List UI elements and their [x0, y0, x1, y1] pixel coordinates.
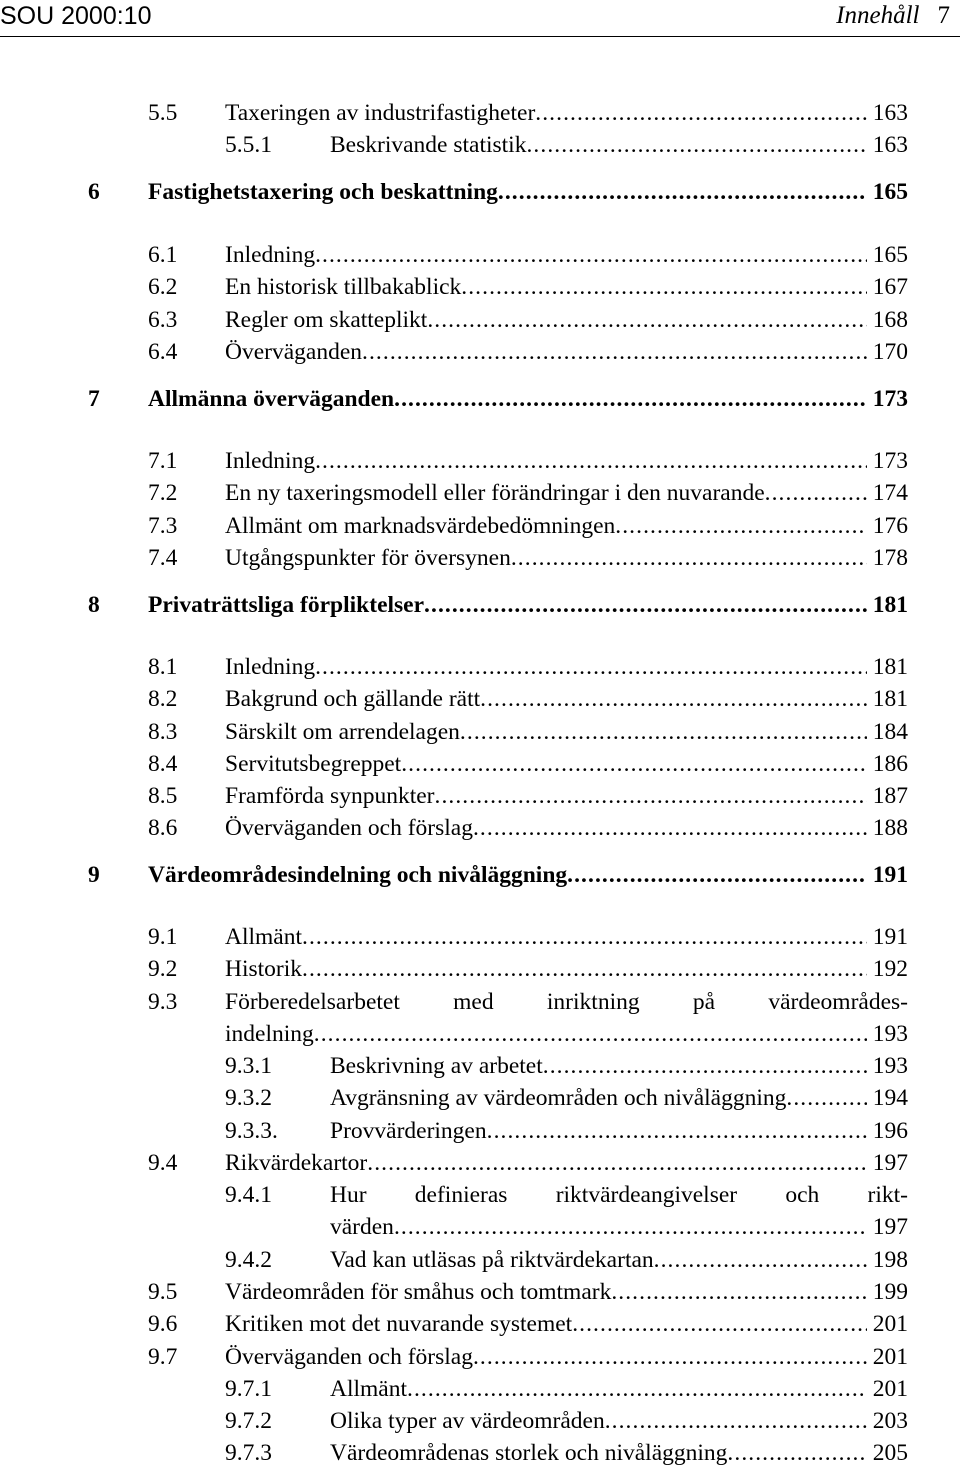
toc-entry-title: Regler om skatteplikt — [225, 307, 428, 333]
toc-entry-number: 9.7 — [148, 1344, 178, 1370]
toc-entry-title: Servitutsbegreppet — [225, 751, 402, 777]
toc-entry-title: Provvärderingen — [330, 1118, 487, 1144]
running-header-right — [836, 1, 950, 31]
dot-leader — [461, 272, 866, 302]
toc-entry-title: Inledning — [225, 448, 316, 474]
toc-entry-page: 165 — [872, 179, 908, 205]
toc-entry-number: 7.4 — [148, 545, 178, 571]
toc-entry-title: Olika typer av värdeområden — [330, 1408, 605, 1434]
toc-entry-page: 170 — [872, 339, 908, 365]
dot-leader — [535, 98, 866, 128]
toc-entry-page: 181 — [872, 592, 908, 618]
dot-leader — [786, 1083, 866, 1113]
toc-entry-title: Allmänt om marknadsvärdebedömningen — [225, 513, 616, 539]
toc-entry-title: Inledning — [225, 654, 316, 680]
toc-entry-number: 7.3 — [148, 513, 178, 539]
toc-entry-page: 199 — [872, 1279, 908, 1305]
toc-entry-title-word: värdeområdes- — [768, 989, 908, 1015]
toc-entry-title-word: inriktning — [546, 989, 640, 1015]
toc-entry-number: 5.5.1 — [225, 132, 272, 158]
dot-leader — [315, 240, 867, 270]
toc-entry-title-word: riktvärdeangivelser — [555, 1182, 738, 1208]
toc-entry-number: 6.3 — [148, 307, 178, 333]
toc-entry-number: 9.4.2 — [225, 1247, 272, 1273]
toc-entry-number: 9.4.1 — [225, 1182, 272, 1208]
toc-entry-number: 9.3.3. — [225, 1118, 278, 1144]
toc-entry-title: Privaträttsliga förpliktelser — [148, 592, 425, 618]
toc-entry-title: Beskrivning av arbetet — [330, 1053, 543, 1079]
toc-entry-title: Överväganden och förslag — [225, 1344, 473, 1370]
dot-leader — [424, 590, 867, 620]
toc-entry-title: Taxeringen av industrifastigheter — [225, 100, 536, 126]
toc-entry-title: Avgränsning av värdeområden och nivåläggning — [330, 1085, 787, 1111]
toc-entry-page: 201 — [872, 1344, 908, 1370]
toc-entry-title: Överväganden och förslag — [225, 815, 473, 841]
toc-entry-number: 9.7.3 — [225, 1440, 272, 1466]
dot-leader — [362, 337, 867, 367]
toc-entry-title: Rikvärdekartor — [225, 1150, 368, 1176]
toc-entry-page: 196 — [872, 1118, 908, 1144]
dot-leader — [427, 305, 866, 335]
dot-leader — [765, 478, 867, 508]
toc-entry-title-word: med — [453, 989, 494, 1015]
toc-entry-page: 163 — [872, 100, 908, 126]
dot-leader — [473, 1342, 867, 1372]
toc-entry-page: 194 — [872, 1085, 908, 1111]
dot-leader — [460, 717, 867, 747]
toc-entry-number: 9.3 — [148, 989, 178, 1015]
running-header-left: SOU 2000:10 — [0, 2, 152, 30]
toc-entry-title: Inledning — [225, 242, 316, 268]
toc-entry-title-word: rikt- — [867, 1182, 908, 1208]
dot-leader — [511, 543, 867, 573]
toc-entry-number: 9.7.1 — [225, 1376, 272, 1402]
dot-leader — [654, 1245, 867, 1275]
toc-entry-number: 9.4 — [148, 1150, 178, 1176]
dot-leader — [394, 1212, 867, 1242]
toc-entry-page: 201 — [872, 1311, 908, 1337]
toc-entry-title: Bakgrund och gällande rätt — [225, 686, 481, 712]
toc-entry-number: 9.5 — [148, 1279, 178, 1305]
toc-entry-page: 203 — [872, 1408, 908, 1434]
toc-entry-page: 192 — [872, 956, 908, 982]
toc-entry-title — [330, 1180, 908, 1210]
toc-entry-page: 198 — [872, 1247, 908, 1273]
toc-entry-title: Värdeområden för småhus och tomtmark — [225, 1279, 612, 1305]
toc-entry-title: Allmänt — [330, 1376, 408, 1402]
toc-entry-title: Fastighetstaxering och beskattning — [148, 179, 498, 205]
toc-entry-number: 8.3 — [148, 719, 178, 745]
dot-leader — [480, 684, 867, 714]
toc-entry-title: Vad kan utläsas på riktvärdekartan — [330, 1247, 654, 1273]
toc-entry-title: Historik — [225, 956, 303, 982]
dot-leader — [605, 1406, 867, 1436]
toc-entry-title: Allmänna överväganden — [148, 386, 395, 412]
toc-entry-page: 191 — [872, 924, 908, 950]
toc-entry-page: 193 — [872, 1021, 908, 1047]
dot-leader — [487, 1116, 867, 1146]
dot-leader — [401, 749, 867, 779]
toc-entry-number: 6.2 — [148, 274, 178, 300]
toc-entry-number: 7 — [88, 386, 100, 412]
toc-entry-page: 201 — [872, 1376, 908, 1402]
dot-leader — [615, 511, 866, 541]
dot-leader — [407, 1374, 867, 1404]
toc-entry-title-word: Hur — [330, 1182, 367, 1208]
toc-entry-number: 8 — [88, 592, 100, 618]
dot-leader — [473, 813, 867, 843]
dot-leader — [314, 1019, 867, 1049]
toc-entry-number: 8.6 — [148, 815, 178, 841]
toc-entry-title: Kritiken mot det nuvarande systemet — [225, 1311, 573, 1337]
toc-entry-title-word: på — [692, 989, 716, 1015]
toc-entry-title: Framförda synpunkter — [225, 783, 435, 809]
toc-entry-title: Värdeområdesindelning och nivåläggning — [148, 862, 568, 888]
toc-entry-page: 174 — [872, 480, 908, 506]
toc-entry-page: 187 — [872, 783, 908, 809]
toc-entry-number: 6.1 — [148, 242, 178, 268]
dot-leader — [526, 130, 866, 160]
toc-entry-title-word: och — [785, 1182, 820, 1208]
toc-entry-page: 178 — [872, 545, 908, 571]
toc-entry-number: 9.3.1 — [225, 1053, 272, 1079]
toc-entry-page: 188 — [872, 815, 908, 841]
toc-entry-number: 6.4 — [148, 339, 178, 365]
header-rule — [0, 36, 960, 37]
toc-entry-title: Värdeområdenas storlek och nivåläggning — [330, 1440, 728, 1466]
toc-entry-title: En ny taxeringsmodell eller förändringar i den nuvarande — [225, 480, 765, 506]
toc-entry-number: 9.2 — [148, 956, 178, 982]
toc-entry-page: 168 — [872, 307, 908, 333]
toc-entry-page: 193 — [872, 1053, 908, 1079]
dot-leader — [435, 781, 867, 811]
toc-entry-page: 165 — [872, 242, 908, 268]
toc-entry-title: Allmänt — [225, 924, 303, 950]
toc-entry-title: indelning — [225, 1021, 314, 1047]
toc-entry-title-word: Förberedelsarbetet — [225, 989, 400, 1015]
toc-entry-number: 7.1 — [148, 448, 178, 474]
toc-entry-number: 9 — [88, 862, 100, 888]
toc-entry-number: 9.7.2 — [225, 1408, 272, 1434]
dot-leader — [302, 954, 867, 984]
toc-entry-page: 163 — [872, 132, 908, 158]
toc-entry-number: 6 — [88, 179, 100, 205]
toc-entry-title: Utgångspunkter för översynen — [225, 545, 511, 571]
dot-leader — [543, 1051, 867, 1081]
dot-leader — [611, 1277, 866, 1307]
toc-entry-page: 173 — [872, 386, 908, 412]
toc-entry-page: 205 — [872, 1440, 908, 1466]
toc-entry-number: 8.2 — [148, 686, 178, 712]
toc-entry-page: 184 — [872, 719, 908, 745]
toc-entry-title: Beskrivande statistik — [330, 132, 527, 158]
toc-entry-page: 191 — [872, 862, 908, 888]
dot-leader — [302, 922, 867, 952]
toc-entry-number: 8.4 — [148, 751, 178, 777]
toc-entry-page: 167 — [872, 274, 908, 300]
toc-entry-number: 9.6 — [148, 1311, 178, 1337]
toc-entry-number: 8.5 — [148, 783, 178, 809]
toc-entry-title: En historisk tillbakablick — [225, 274, 462, 300]
dot-leader — [727, 1438, 866, 1468]
dot-leader — [572, 1309, 867, 1339]
toc-entry-number: 8.1 — [148, 654, 178, 680]
toc-entry-page: 181 — [872, 686, 908, 712]
toc-entry-title: Särskilt om arrendelagen — [225, 719, 460, 745]
toc-entry-page: 186 — [872, 751, 908, 777]
toc-entry-page: 181 — [872, 654, 908, 680]
toc-entry-title-word: definieras — [414, 1182, 508, 1208]
toc-entry-number: 5.5 — [148, 100, 178, 126]
toc-entry-title: Överväganden — [225, 339, 363, 365]
dot-leader — [498, 177, 867, 207]
dot-leader — [394, 384, 867, 414]
dot-leader — [315, 446, 867, 476]
page-number: 7 — [937, 2, 950, 29]
toc-entry-title — [225, 987, 908, 1017]
dot-leader — [315, 652, 867, 682]
toc-entry-title: värden — [330, 1214, 394, 1240]
toc-entry-page: 197 — [872, 1214, 908, 1240]
section-name: Innehåll — [836, 2, 920, 29]
dot-leader — [567, 860, 867, 890]
dot-leader — [367, 1148, 866, 1178]
toc-entry-page: 176 — [872, 513, 908, 539]
toc-entry-page: 197 — [872, 1150, 908, 1176]
toc-entry-number: 9.1 — [148, 924, 178, 950]
toc-entry-number: 7.2 — [148, 480, 178, 506]
toc-entry-number: 9.3.2 — [225, 1085, 272, 1111]
toc-entry-page: 173 — [872, 448, 908, 474]
